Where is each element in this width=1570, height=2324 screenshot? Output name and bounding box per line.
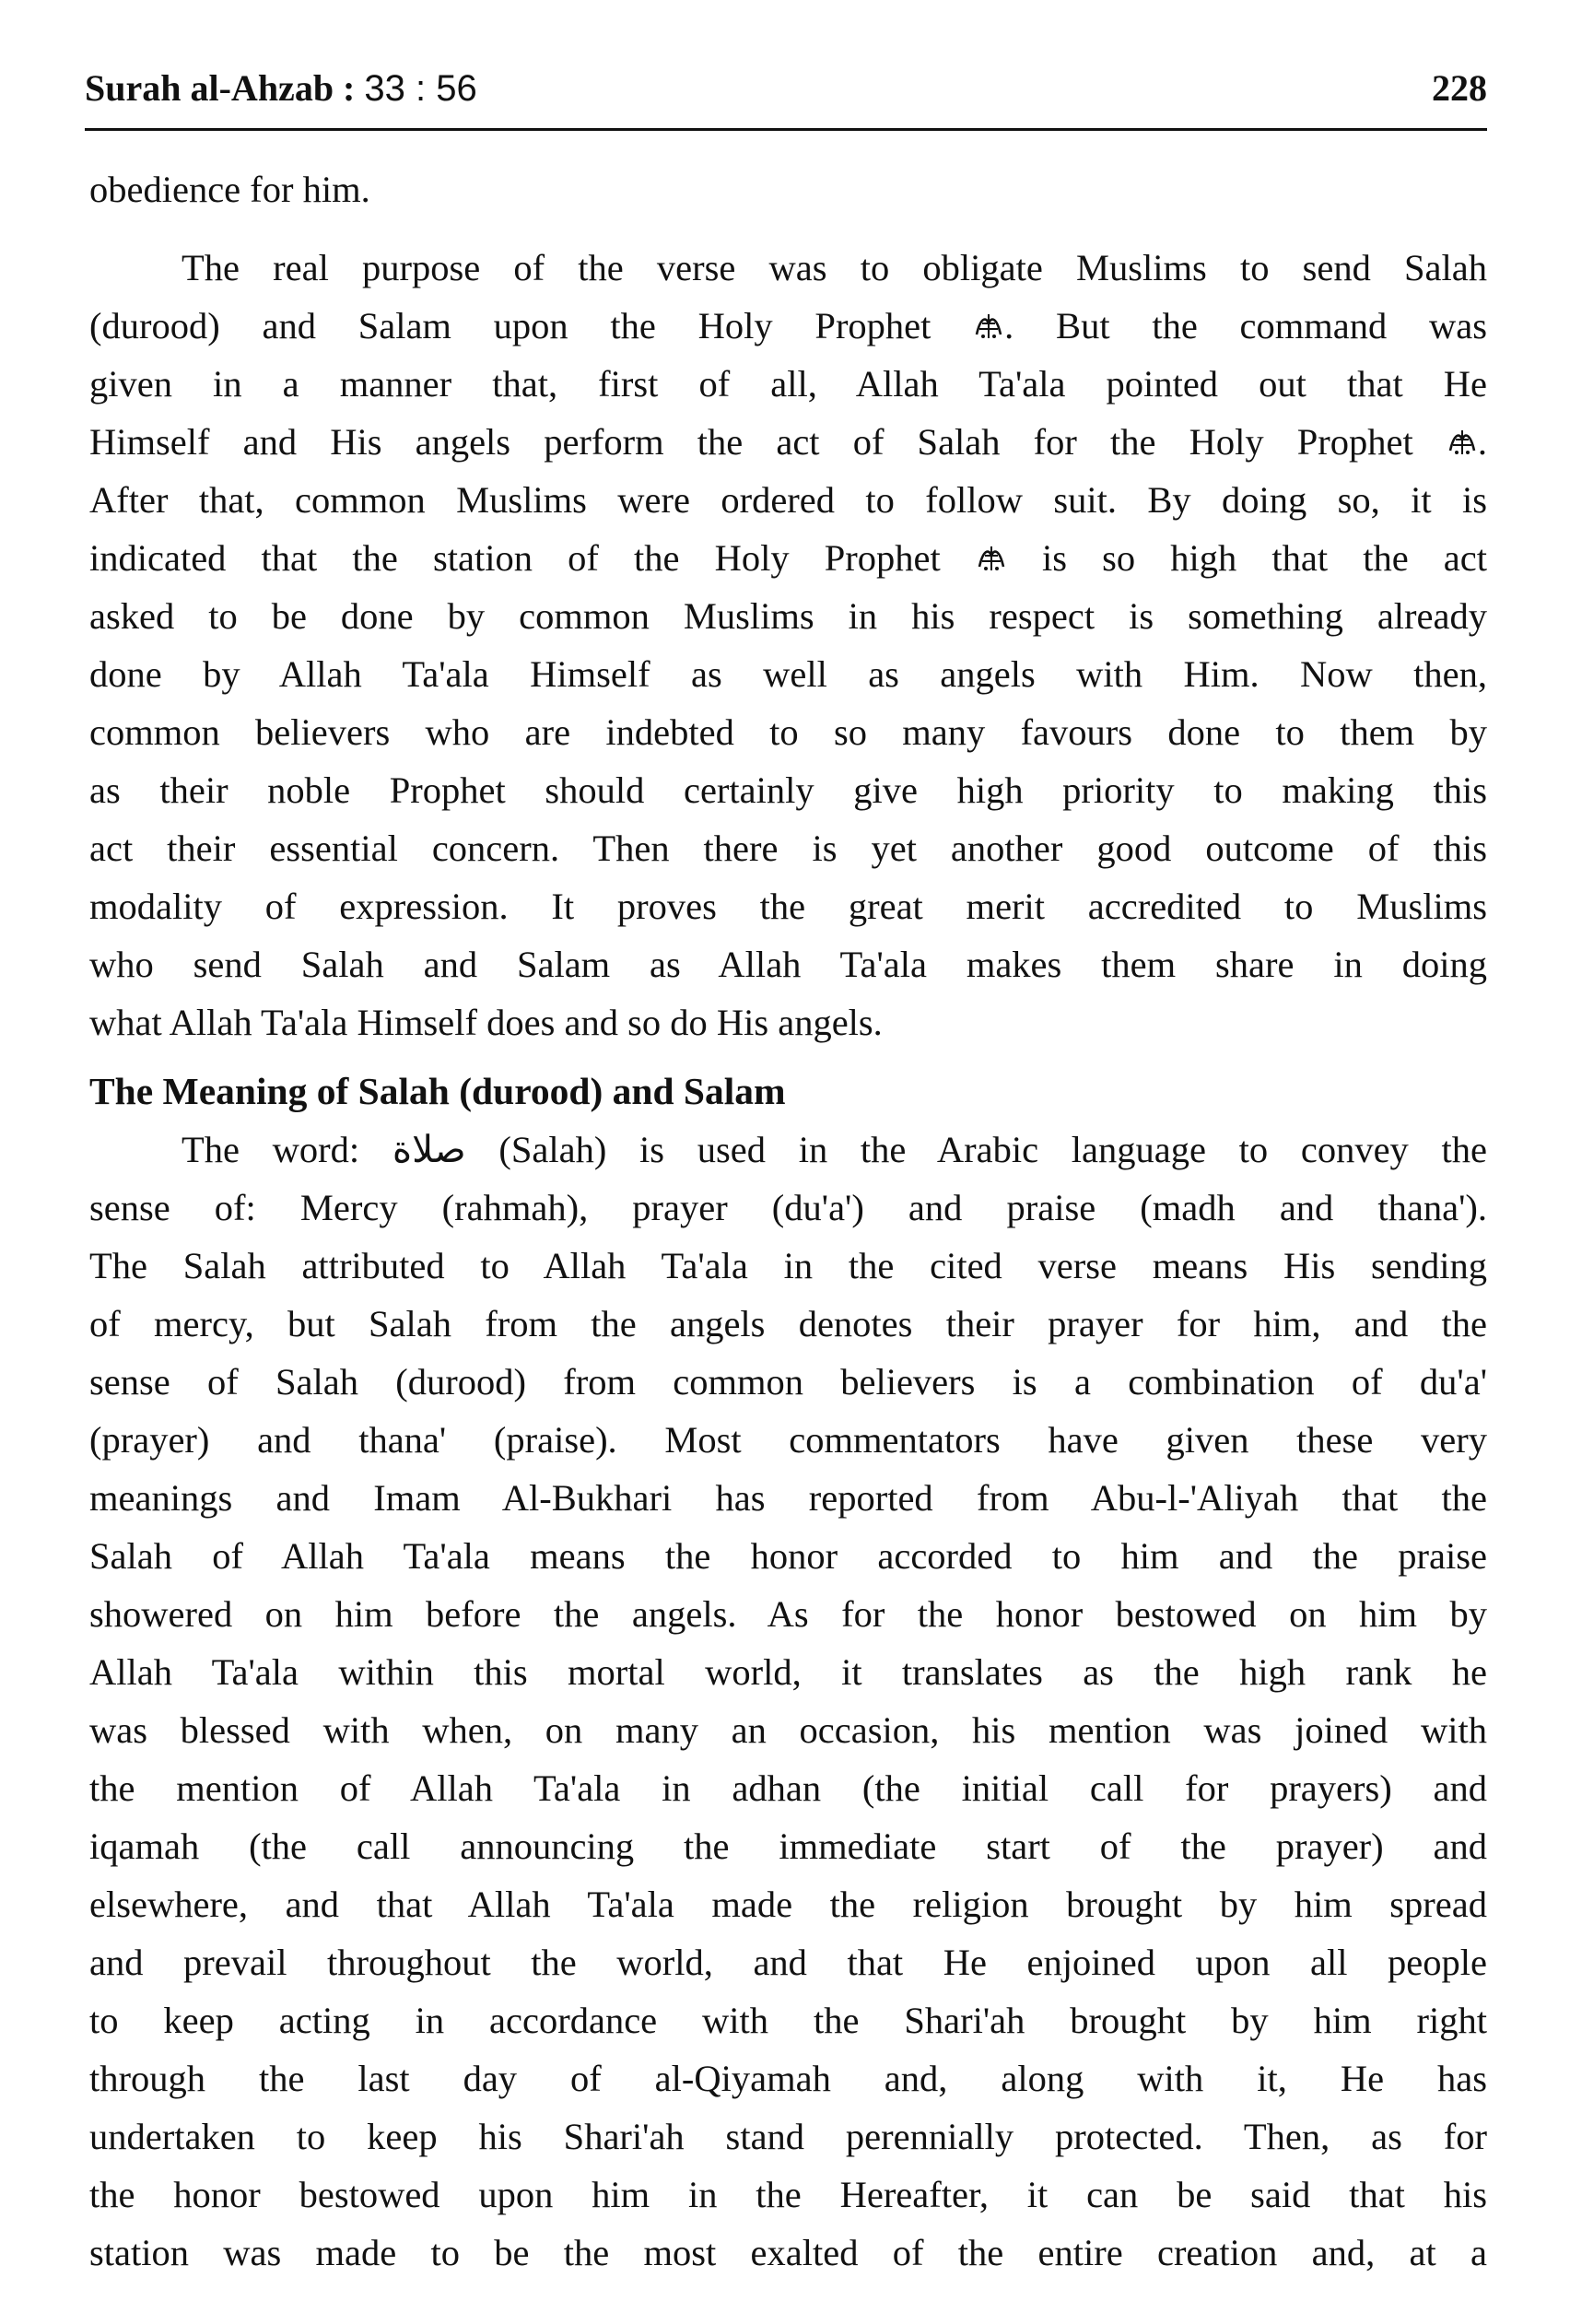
running-title	[85, 66, 477, 110]
salutation-icon	[976, 543, 1007, 574]
text-line: sense of: Mercy (rahmah), prayer (du'a') and praise (madh and thana').	[89, 1187, 1487, 1228]
salutation-icon	[973, 311, 1004, 342]
section-heading: The Meaning of Salah (durood) and Salam	[89, 1070, 786, 1112]
text-line: meanings and Imam Al-Bukhari has reported from Abu-l-'Aliyah that the	[89, 1477, 1487, 1519]
text-line: iqamah (the call announcing the immediate start of the prayer) and	[89, 1825, 1487, 1867]
text-line: through the last day of al-Qiyamah and, along with it, He has	[89, 2058, 1487, 2099]
text-line: done by Allah Ta'ala Himself as well as angels with Him. Now then,	[89, 653, 1487, 695]
text-line: (prayer) and thana' (praise). Most commentators have given these very	[89, 1419, 1487, 1461]
text-line: The Salah attributed to Allah Ta'ala in the cited verse means His sending	[89, 1245, 1487, 1286]
salutation-icon	[1447, 427, 1478, 458]
text-line: to keep acting in accordance with the Shari'ah brought by him right	[89, 2000, 1487, 2041]
text-line: as their noble Prophet should certainly give high priority to making this	[89, 769, 1487, 811]
text-line: and prevail throughout the world, and that He enjoined upon all people	[89, 1942, 1487, 1983]
text-line: (durood) and Salam upon the Holy Prophet . But the command was	[89, 305, 1487, 346]
text-line: modality of expression. It proves the great merit accredited to Muslims	[89, 886, 1487, 927]
text-line: showered on him before the angels. As for the honor bestowed on him by	[89, 1593, 1487, 1635]
paragraph-1	[89, 160, 1487, 218]
text-line: Allah Ta'ala within this mortal world, it translates as the high rank he	[89, 1651, 1487, 1693]
text-line: indicated that the station of the Holy Prophet is so high that the act	[89, 537, 1487, 579]
surah-reference: 33 : 56	[364, 68, 477, 109]
header-rule	[85, 128, 1487, 131]
text-line: was blessed with when, on many an occasion, his mention was joined with	[89, 1709, 1487, 1751]
text-line: of mercy, but Salah from the angels denotes their prayer for him, and the	[89, 1303, 1487, 1344]
text-line: the honor bestowed upon him in the Hereafter, it can be said that his	[89, 2174, 1487, 2215]
text-line: The real purpose of the verse was to obligate Muslims to send Salah	[182, 247, 1487, 288]
text-line: undertaken to keep his Shari'ah stand perennially protected. Then, as for	[89, 2116, 1487, 2157]
text-line: given in a manner that, first of all, Allah Ta'ala pointed out that He	[89, 363, 1487, 405]
text-line: obedience for him.	[89, 169, 370, 210]
text-line: asked to be done by common Muslims in his respect is something already	[89, 595, 1487, 637]
text-line: what Allah Ta'ala Himself does and so do His angels.	[89, 1002, 883, 1043]
page-header	[85, 63, 1487, 120]
text-line: Himself and His angels perform the act of Salah for the Holy Prophet .	[89, 421, 1487, 463]
text-line: sense of Salah (durood) from common believers is a combination of du'a'	[89, 1361, 1487, 1403]
text-line: Salah of Allah Ta'ala means the honor accorded to him and the praise	[89, 1535, 1487, 1577]
text-line: common believers who are indebted to so many favours done to them by	[89, 711, 1487, 753]
page-number: 228	[1432, 67, 1487, 109]
text-line: elsewhere, and that Allah Ta'ala made the religion brought by him spread	[89, 1884, 1487, 1925]
text-line: station was made to be the most exalted of the entire creation and, at a	[89, 2232, 1487, 2273]
page-body	[89, 160, 1487, 2282]
text-line: The word: صلاة (Salah) is used in the Arabic language to convey the	[182, 1129, 1487, 1170]
text-line: After that, common Muslims were ordered to follow suit. By doing so, it is	[89, 479, 1487, 521]
text-line: the mention of Allah Ta'ala in adhan (the initial call for prayers) and	[89, 1767, 1487, 1809]
surah-title: Surah al-Ahzab :	[85, 67, 356, 109]
paragraph-2	[89, 239, 1487, 1051]
paragraph-3	[89, 1121, 1487, 2282]
text-line: act their essential concern. Then there is yet another good outcome of this	[89, 827, 1487, 869]
text-line: who send Salah and Salam as Allah Ta'ala makes them share in doing	[89, 944, 1487, 985]
